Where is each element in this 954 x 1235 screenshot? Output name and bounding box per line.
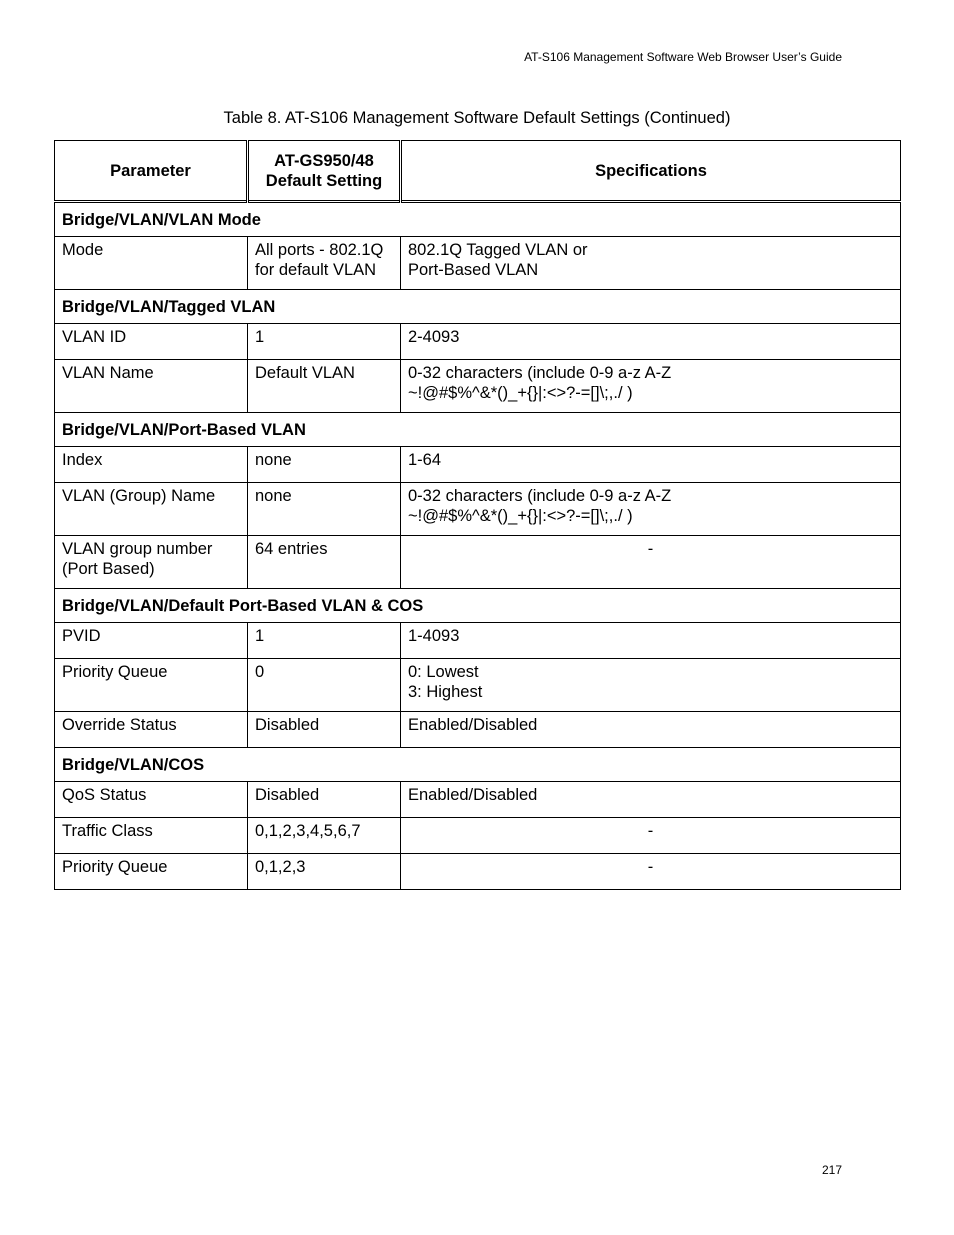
cell-text-line: All ports - 802.1Q <box>255 241 384 259</box>
default-setting-cell <box>248 659 401 712</box>
section-title: Bridge/VLAN/Default Port-Based VLAN & COS <box>55 589 901 623</box>
specification-cell <box>401 623 901 659</box>
table-row <box>55 659 901 712</box>
table-row <box>55 447 901 483</box>
table-row <box>55 324 901 360</box>
specification-cell <box>401 659 901 712</box>
section-header-row <box>55 202 901 237</box>
cell-text-line: 1-4093 <box>408 627 460 645</box>
cell-text-line: VLAN Name <box>62 364 154 382</box>
table-row <box>55 818 901 854</box>
cell-text-line: QoS Status <box>62 786 147 804</box>
specification-cell <box>401 712 901 748</box>
specification-cell <box>401 854 901 890</box>
table-row <box>55 623 901 659</box>
column-header-default-line1: AT-GS950/48 <box>274 151 374 170</box>
section-header-row <box>55 748 901 782</box>
cell-text-line: Index <box>62 451 103 469</box>
parameter-cell <box>55 818 248 854</box>
cell-text-line: (Port Based) <box>62 560 155 578</box>
specification-cell <box>401 782 901 818</box>
cell-text-line: 1 <box>255 627 265 645</box>
specification-cell <box>401 324 901 360</box>
section-title: Bridge/VLAN/COS <box>55 748 901 782</box>
default-setting-cell <box>248 854 401 890</box>
section-header-row <box>55 413 901 447</box>
section-header-row <box>55 589 901 623</box>
specification-cell <box>401 818 901 854</box>
page-number: 217 <box>821 1163 842 1177</box>
cell-text-line: 0: Lowest <box>408 663 479 681</box>
cell-text-line: VLAN ID <box>62 328 127 346</box>
parameter-cell <box>55 483 248 536</box>
cell-text-line: ~!@#$%^&*()_+{}|:<>?-=[]\;,./ ) <box>408 507 633 525</box>
cell-text-line: - <box>647 858 654 876</box>
default-setting-cell <box>248 712 401 748</box>
cell-text-line: 3: Highest <box>408 683 483 701</box>
specification-cell <box>401 447 901 483</box>
cell-text-line: Enabled/Disabled <box>408 716 538 734</box>
cell-text-line: Priority Queue <box>62 858 168 876</box>
column-header-specifications: Specifications <box>401 141 901 202</box>
default-setting-cell <box>248 237 401 290</box>
column-header-default-line2: Default Setting <box>265 171 383 190</box>
parameter-cell <box>55 536 248 589</box>
cell-text-line: Mode <box>62 241 104 259</box>
cell-text-line: for default VLAN <box>255 261 377 279</box>
cell-text-line: - <box>647 540 654 558</box>
cell-text-line: Disabled <box>255 716 320 734</box>
parameter-cell <box>55 447 248 483</box>
specification-cell <box>401 536 901 589</box>
cell-text-line: VLAN group number <box>62 540 213 558</box>
table-row <box>55 237 901 290</box>
default-setting-cell <box>248 360 401 413</box>
section-title: Bridge/VLAN/Tagged VLAN <box>55 290 901 324</box>
table-row <box>55 854 901 890</box>
parameter-cell <box>55 324 248 360</box>
default-setting-cell <box>248 818 401 854</box>
table-row <box>55 782 901 818</box>
cell-text-line: - <box>647 822 654 840</box>
cell-text-line: 2-4093 <box>408 328 460 346</box>
cell-text-line: Override Status <box>62 716 177 734</box>
cell-text-line: Traffic Class <box>62 822 153 840</box>
cell-text-line: PVID <box>62 627 101 645</box>
cell-text-line: Priority Queue <box>62 663 168 681</box>
cell-text-line: 1-64 <box>408 451 442 469</box>
running-header: AT-S106 Management Software Web Browser User’s Guide <box>524 50 842 64</box>
cell-text-line: Disabled <box>255 786 320 804</box>
section-header-row <box>55 290 901 324</box>
default-setting-cell <box>248 782 401 818</box>
specification-cell <box>401 483 901 536</box>
cell-text-line: none <box>255 487 292 505</box>
cell-text-line: Default VLAN <box>255 364 355 382</box>
parameter-cell <box>55 712 248 748</box>
table-header <box>55 141 901 202</box>
table-row <box>55 360 901 413</box>
table-caption: Table 8. AT-S106 Management Software Default Settings (Continued) <box>223 109 731 127</box>
cell-text-line: Port-Based VLAN <box>408 261 539 279</box>
table-row <box>55 483 901 536</box>
column-header-parameter: Parameter <box>55 141 248 202</box>
parameter-cell <box>55 360 248 413</box>
cell-text-line: 0,1,2,3,4,5,6,7 <box>255 822 361 840</box>
cell-text-line: 0-32 characters (include 0-9 a-z A-Z <box>408 487 672 505</box>
cell-text-line: 0 <box>255 663 265 681</box>
parameter-cell <box>55 782 248 818</box>
cell-text-line: 64 entries <box>255 540 328 558</box>
default-setting-cell <box>248 324 401 360</box>
default-setting-cell <box>248 623 401 659</box>
cell-text-line: Enabled/Disabled <box>408 786 538 804</box>
section-title: Bridge/VLAN/VLAN Mode <box>55 202 901 237</box>
cell-text-line: 1 <box>255 328 265 346</box>
column-header-default-setting <box>248 141 401 202</box>
parameter-cell <box>55 237 248 290</box>
section-title: Bridge/VLAN/Port-Based VLAN <box>55 413 901 447</box>
cell-text-line: none <box>255 451 292 469</box>
default-setting-cell <box>248 447 401 483</box>
cell-text-line: ~!@#$%^&*()_+{}|:<>?-=[]\;,./ ) <box>408 384 633 402</box>
default-setting-cell <box>248 483 401 536</box>
table-body <box>55 202 901 890</box>
cell-text-line: 0-32 characters (include 0-9 a-z A-Z <box>408 364 672 382</box>
default-settings-table <box>54 140 901 890</box>
parameter-cell <box>55 854 248 890</box>
cell-text-line: 802.1Q Tagged VLAN or <box>408 241 588 259</box>
specification-cell <box>401 360 901 413</box>
default-setting-cell <box>248 536 401 589</box>
table-row <box>55 712 901 748</box>
parameter-cell <box>55 623 248 659</box>
cell-text-line: 0,1,2,3 <box>255 858 306 876</box>
header-row <box>55 141 901 202</box>
specification-cell <box>401 237 901 290</box>
table-row <box>55 536 901 589</box>
cell-text-line: VLAN (Group) Name <box>62 487 216 505</box>
parameter-cell <box>55 659 248 712</box>
